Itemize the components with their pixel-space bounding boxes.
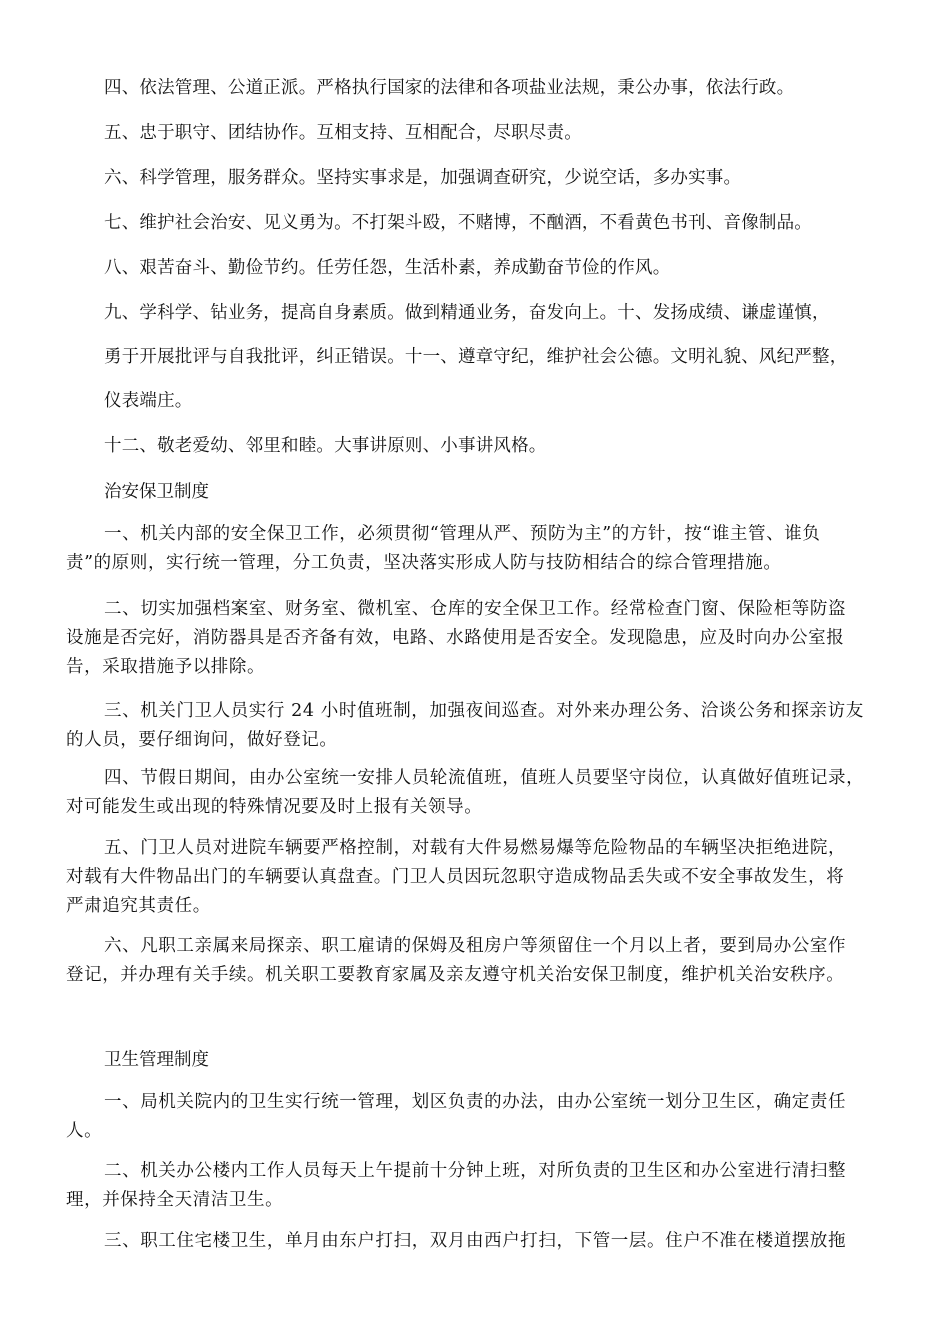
- paragraph-line: 人。: [66, 1121, 103, 1141]
- paragraph-line: 五、门卫人员对进院车辆要严格控制，对载有大件易燃易爆等危险物品的车辆坚决拒绝进院，: [104, 838, 847, 858]
- paragraph-line: 的人员，要仔细询问，做好登记。: [66, 730, 338, 750]
- paragraph-line: 对可能发生或出现的特殊情况要及时上报有关领导。: [66, 797, 483, 817]
- security-section-title: 治安保卫制度: [104, 482, 209, 502]
- security-paragraph-5: [66, 834, 896, 921]
- conduct-item-9-line-1: 九、学科学、钻业务，提高自身素质。做到精通业务，奋发向上。十、发扬成绩、谦虚谨慎，: [104, 303, 830, 323]
- paragraph-line: 六、凡职工亲属来局探亲、职工雇请的保姆及租房户等须留住一个月以上者，要到局办公室作: [104, 936, 847, 956]
- paragraph-line: 设施是否完好，消防器具是否齐备有效，电路、水路使用是否安全。发现隐患，应及时向办公室报: [66, 628, 845, 648]
- paragraph-line: 二、机关办公楼内工作人员每天上午提前十分钟上班，对所负责的卫生区和办公室进行清扫整: [104, 1161, 847, 1181]
- paragraph-line: 严肃追究其责任。: [66, 896, 211, 916]
- hygiene-paragraph-3: [66, 1227, 896, 1256]
- paragraph-line: 四、节假日期间，由办公室统一安排人员轮流值班，值班人员要坚守岗位，认真做好值班记录，: [104, 768, 865, 788]
- conduct-item-12: 十二、敬老爱幼、邻里和睦。大事讲原则、小事讲风格。: [104, 436, 547, 456]
- paragraph-line: 告，采取措施予以排除。: [66, 657, 266, 677]
- conduct-item-9-line-2: 勇于开展批评与自我批评，纠正错误。十一、遵章守纪，维护社会公德。文明礼貌、风纪严整，: [104, 347, 848, 367]
- security-paragraph-1: [66, 520, 896, 578]
- security-paragraph-6: [66, 932, 896, 990]
- paragraph-line: 登记，并办理有关手续。机关职工要教育家属及亲友遵守机关治安保卫制度，维护机关治安秩序。: [66, 965, 845, 985]
- paragraph-line: 责”的原则，实行统一管理，分工负责，坚决落实形成人防与技防相结合的综合管理措施。: [66, 553, 782, 573]
- conduct-item-5: 五、忠于职守、团结协作。互相支持、互相配合，尽职尽责。: [104, 123, 582, 143]
- paragraph-line: 对载有大件物品出门的车辆要认真盘查。门卫人员因玩忽职守造成物品丢失或不安全事故发生，将: [66, 867, 845, 887]
- security-paragraph-2: [66, 595, 896, 682]
- conduct-item-9-line-3: 仪表端庄。: [104, 391, 193, 411]
- hygiene-paragraph-2: [66, 1157, 896, 1215]
- conduct-item-6: 六、科学管理，服务群众。坚持实事求是，加强调查研究，少说空话，多办实事。: [104, 168, 742, 188]
- paragraph-line: 一、机关内部的安全保卫工作，必须贯彻“管理从严、预防为主”的方针，按“谁主管、谁负: [104, 524, 821, 544]
- paragraph-line: 理，并保持全天清洁卫生。: [66, 1190, 284, 1210]
- paragraph-line: 三、职工住宅楼卫生，单月由东户打扫，双月由西户打扫，下管一层。住户不准在楼道摆放拖: [104, 1231, 847, 1251]
- paragraph-line: 一、局机关院内的卫生实行统一管理，划区负责的办法，由办公室统一划分卫生区，确定责任: [104, 1092, 847, 1112]
- conduct-item-4: 四、依法管理、公道正派。严格执行国家的法律和各项盐业法规，秉公办事，依法行政。: [104, 78, 795, 98]
- paragraph-line: 二、切实加强档案室、财务室、微机室、仓库的安全保卫工作。经常检查门窗、保险柜等防盗: [104, 599, 847, 619]
- conduct-item-8: 八、艰苦奋斗、勤俭节约。任劳任怨，生活朴素，养成勤奋节俭的作风。: [104, 258, 671, 278]
- paragraph-line: 三、机关门卫人员实行 24 小时值班制，加强夜间巡查。对外来办理公务、洽谈公务和探亲访友: [104, 701, 864, 721]
- hygiene-paragraph-1: [66, 1088, 896, 1146]
- conduct-item-7: 七、维护社会治安、见义勇为。不打架斗殴，不赌博，不酗酒，不看黄色书刊、音像制品。: [104, 213, 812, 233]
- security-paragraph-4: [66, 764, 896, 822]
- security-paragraph-3: [66, 697, 896, 755]
- hygiene-section-title: 卫生管理制度: [104, 1050, 209, 1070]
